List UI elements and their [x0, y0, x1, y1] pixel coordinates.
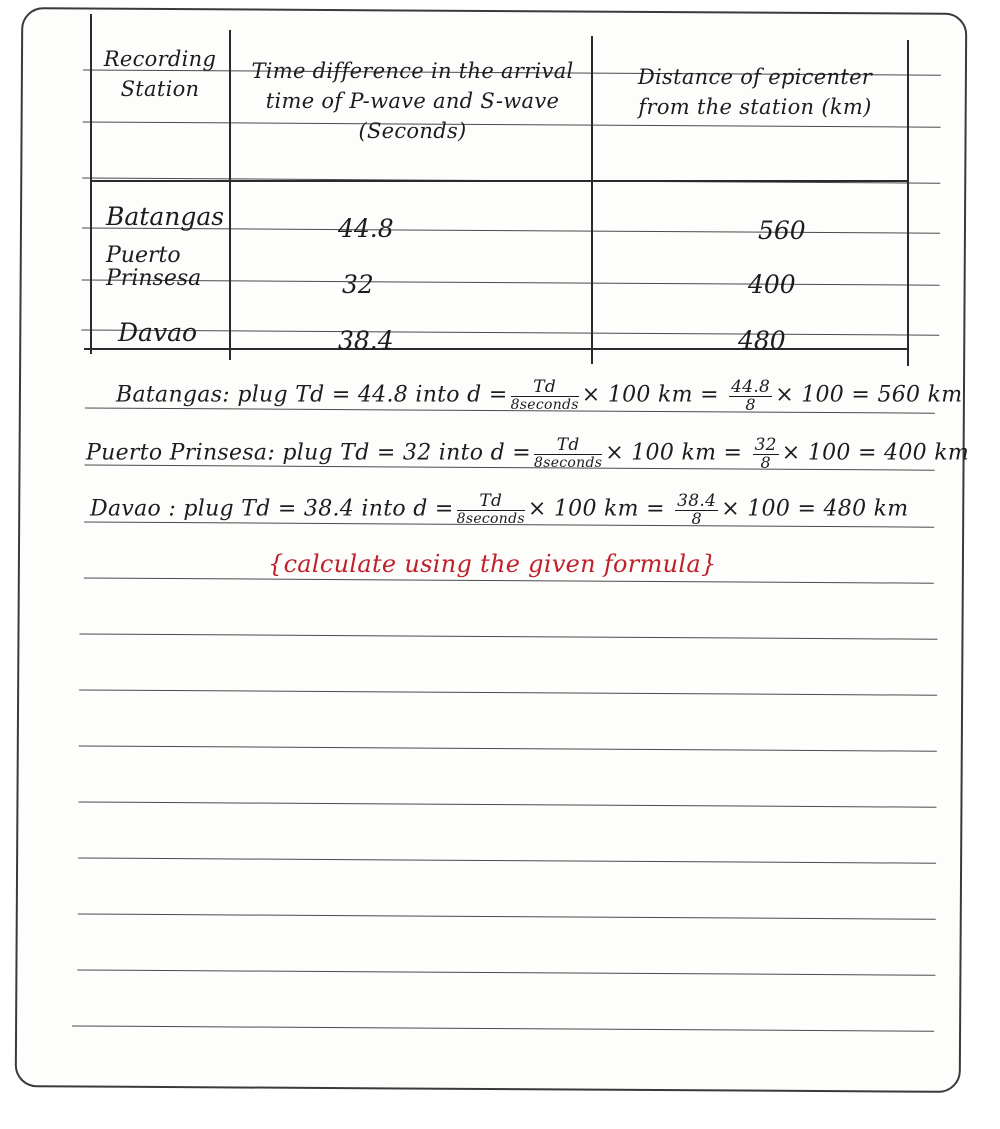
row-2-station: Puerto Prinsesa	[106, 243, 202, 291]
calc-td-value: Td = 38.4	[241, 496, 355, 522]
ruled-line	[84, 578, 934, 584]
value-denominator: 8	[745, 395, 756, 414]
calc-station: Puerto Prinsesa:	[86, 440, 276, 466]
formula-denominator: 8seconds	[510, 397, 579, 413]
calc-d-eq: d =	[467, 382, 508, 408]
table-header-rule	[90, 180, 907, 182]
calc-result: 400 km	[884, 440, 970, 466]
formula-numerator: Td	[511, 378, 579, 397]
calculation-note: {calculate using the given formula}	[268, 550, 717, 578]
row-2-time: 32	[342, 270, 374, 299]
calc-into: into	[415, 382, 460, 408]
header-time-difference: Time difference in the arrival time of P-wave and S-wave (Seconds)	[251, 59, 574, 143]
formula-numerator: Td	[457, 492, 525, 511]
calc-line-batangas	[116, 378, 962, 413]
calc-times-km: × 100 km =	[605, 440, 743, 466]
calc-times-100: × 100 =	[721, 496, 817, 522]
formula-fraction	[534, 436, 602, 471]
formula-denominator: 8seconds	[456, 511, 525, 527]
row-3-distance: 480	[738, 326, 786, 355]
row-1-station: Batangas	[106, 202, 225, 231]
table-border-right	[907, 40, 909, 366]
formula-denominator: 8seconds	[534, 455, 603, 471]
row-3-station: Davao	[118, 318, 198, 347]
formula-numerator: Td	[534, 436, 602, 455]
calc-station: Batangas:	[116, 382, 231, 408]
calc-plug: plug	[282, 440, 333, 466]
calc-result: 560 km	[877, 382, 963, 408]
calc-td-value: Td = 44.8	[295, 382, 409, 408]
row-2-distance: 400	[748, 270, 796, 299]
calc-times-km: × 100 km =	[527, 496, 665, 522]
ruled-line	[79, 745, 937, 751]
calc-result: 480 km	[823, 496, 909, 522]
formula-fraction	[457, 492, 525, 527]
value-numerator: 32	[754, 435, 777, 455]
value-fraction	[675, 492, 718, 527]
ruled-line	[79, 633, 937, 639]
header-distance: Distance of epicenter from the station (km)	[637, 65, 873, 119]
ruled-line	[81, 329, 939, 335]
calc-plug: plug	[237, 382, 288, 408]
table-divider-1	[229, 30, 231, 360]
ruled-line	[77, 969, 935, 975]
calc-into: into	[361, 496, 406, 522]
header-recording-station: Recording Station	[103, 47, 217, 101]
calc-line-puerto-prinsesa	[86, 436, 969, 471]
value-denominator: 8	[691, 509, 702, 528]
calc-td-value: Td = 32	[340, 440, 432, 466]
calc-d-eq: d =	[413, 496, 454, 522]
ruled-line	[78, 857, 936, 863]
value-denominator: 8	[760, 453, 771, 472]
formula-fraction	[511, 378, 579, 413]
calc-times-100: × 100 =	[781, 440, 877, 466]
calc-line-davao	[90, 492, 908, 527]
ruled-line	[79, 689, 937, 695]
ruled-line	[78, 913, 936, 919]
calc-times-km: × 100 km =	[581, 382, 719, 408]
row-1-time: 44.8	[338, 214, 394, 243]
row-1-distance: 560	[758, 216, 806, 245]
value-numerator: 38.4	[677, 491, 717, 511]
value-fraction	[729, 378, 772, 413]
row-3-time: 38.4	[338, 326, 394, 355]
value-numerator: 44.8	[731, 377, 771, 397]
calc-plug: plug	[183, 496, 234, 522]
calc-times-100: × 100 =	[775, 382, 871, 408]
table-border-left	[90, 14, 92, 354]
value-fraction	[753, 436, 779, 471]
calc-into: into	[438, 440, 484, 466]
calc-d-eq: d =	[490, 440, 532, 466]
table-divider-2	[591, 36, 593, 364]
ruled-line	[72, 1025, 934, 1031]
calc-station: Davao :	[90, 496, 177, 522]
ruled-line	[78, 801, 936, 807]
